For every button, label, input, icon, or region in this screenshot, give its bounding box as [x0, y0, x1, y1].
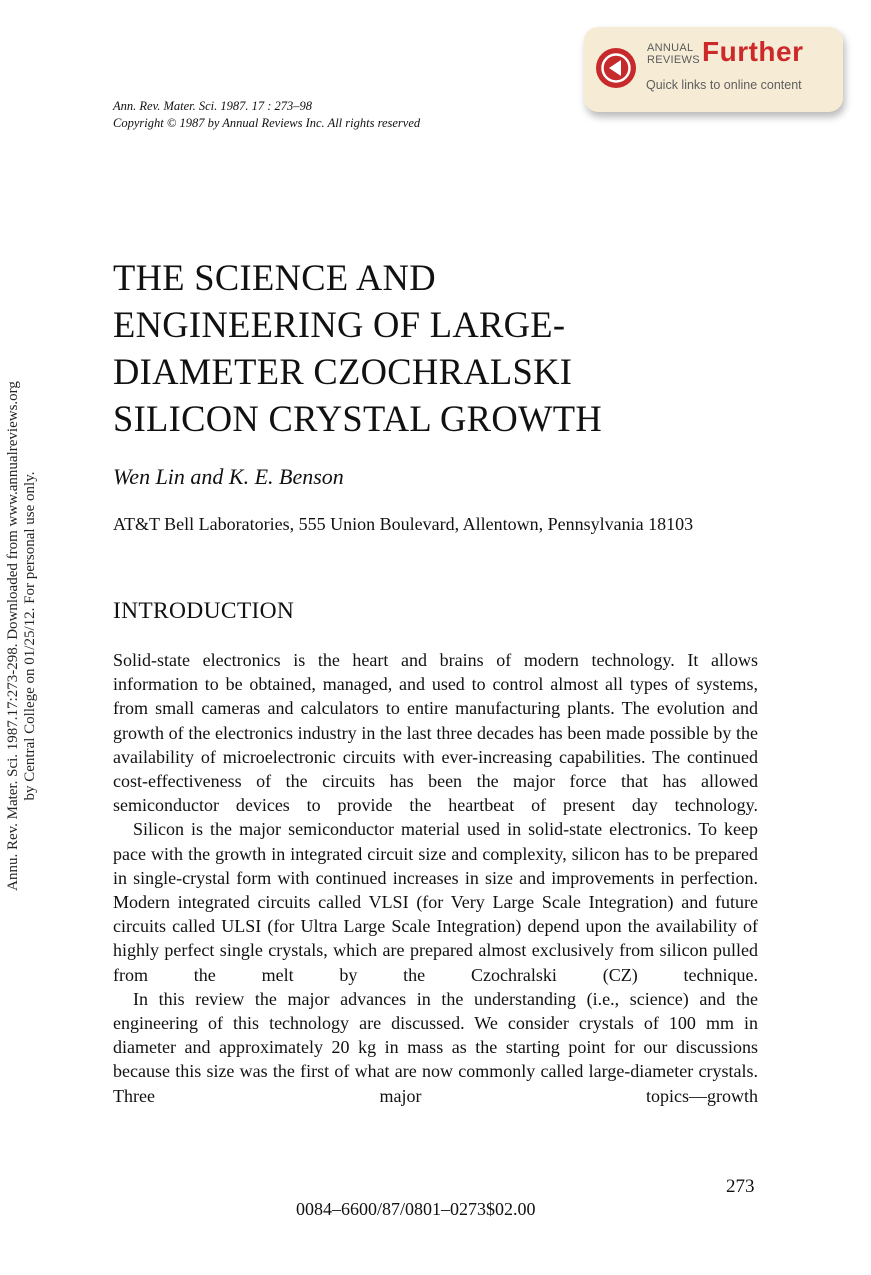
further-badge[interactable]: [584, 27, 843, 112]
article-code: 0084–6600/87/0801–0273$02.00: [296, 1199, 536, 1219]
download-stamp: [5, 381, 39, 891]
back-arrow-circle-icon: [595, 47, 637, 89]
further-subtitle: Quick links to online content: [646, 78, 802, 92]
paragraph: Solid-state electronics is the heart and brains of modern technology. It allows information to be obtained, managed, and used to control almost all types of systems, from small cameras and calculators to entire manufacturing plants. The evolution and growth of the electronics industry in the last three decades has been made possible by the availability of microelectronic circuits with ever-increasing capabilities. The continued cost-effectiveness of the circuits has been the major force that has allowed semiconductor devices to provide the heartbeat of present day technology.: [113, 650, 758, 816]
annual-reviews-label: ANNUAL REVIEWS: [647, 42, 700, 66]
article-body: [113, 648, 758, 1108]
affiliation: AT&T Bell Laboratories, 555 Union Boulevard, Allentown, Pennsylvania 18103: [113, 514, 694, 534]
further-label: Further: [702, 36, 804, 67]
download-stamp-line-2: by Central College on 01/25/12. For personal use only.: [22, 471, 38, 801]
download-stamp-line-1: Annu. Rev. Mater. Sci. 1987.17:273-298. Downloaded from www.annualreviews.org: [5, 381, 21, 891]
section-heading: INTRODUCTION: [113, 598, 295, 624]
journal-copyright: Copyright © 1987 by Annual Reviews Inc. All rights reserved: [113, 116, 421, 130]
journal-header: [113, 98, 420, 132]
title-line: SILICON CRYSTAL GROWTH: [113, 398, 602, 439]
title-line: DIAMETER CZOCHRALSKI: [113, 351, 573, 392]
paragraph: Silicon is the major semiconductor material used in solid-state electronics. To keep pace with the growth in integrated circuit size and complexity, silicon has to be prepared in single-crystal form with continued increases in size and improvements in perfection. Modern integrated circuits called VLSI (for Very Large Scale Integration) and future circuits called ULSI (for Ultra Large Scale Integration) depend upon the availability of highly perfect single crystals, which are prepared almost exclusively from silicon pulled from the melt by the Czochralski (CZ) technique.: [113, 819, 758, 985]
paragraph: In this review the major advances in the understanding (i.e., science) and the engineering of this technology are discussed. We consider crystals of 100 mm in diameter and approximately 20 kg in mass as the starting point for our discussions because this size was the first of what are now commonly called large-diameter crystals. Three major topics—growth: [113, 988, 758, 1106]
authors: Wen Lin and K. E. Benson: [113, 464, 344, 489]
page-number: 273: [726, 1176, 755, 1197]
title-line: ENGINEERING OF LARGE-: [113, 304, 566, 345]
title-line: THE SCIENCE AND: [113, 257, 436, 298]
journal-citation: Ann. Rev. Mater. Sci. 1987. 17 : 273–98: [113, 99, 313, 113]
article-title: [113, 254, 763, 442]
